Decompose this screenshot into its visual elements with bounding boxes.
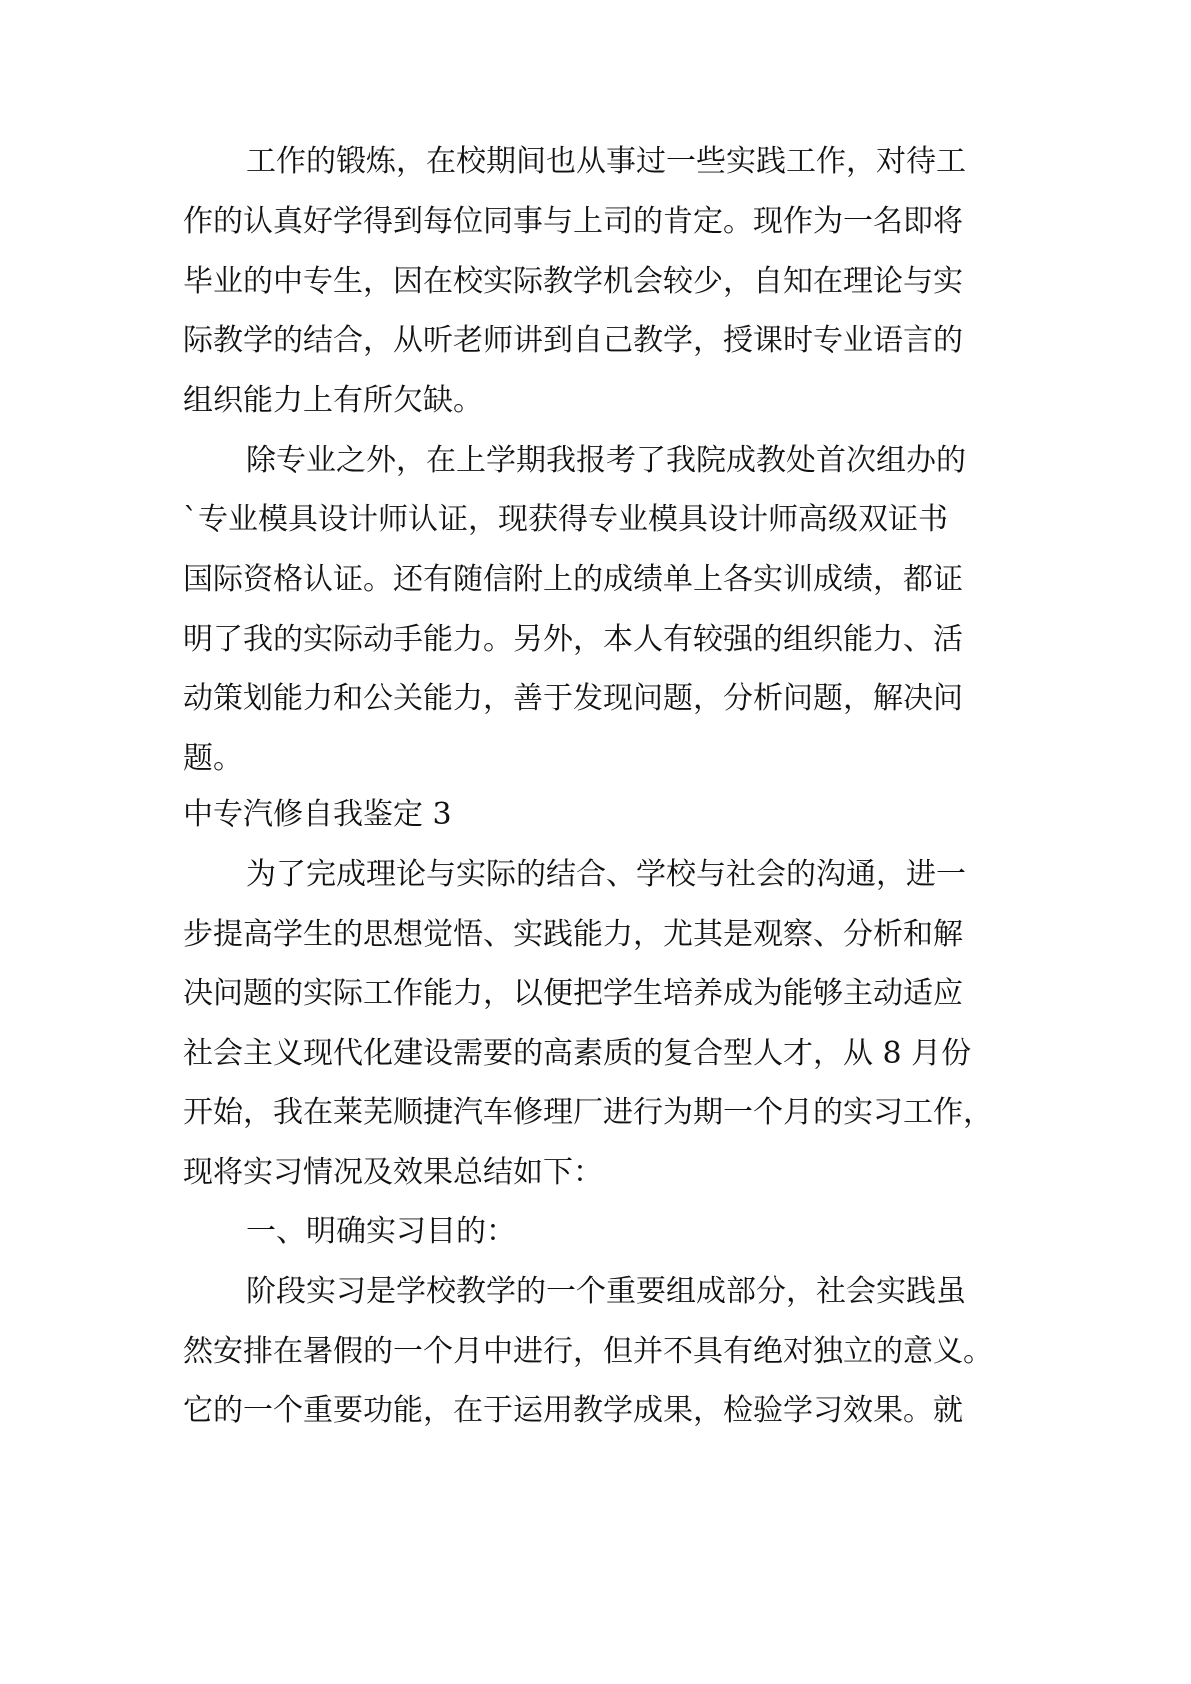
paragraph-line: 题。	[183, 741, 243, 776]
paragraph-line: 际教学的结合，从听老师讲到自己教学，授课时专业语言的	[183, 323, 963, 358]
paragraph-line: 国际资格认证。还有随信附上的成绩单上各实训成绩，都证	[183, 562, 963, 597]
paragraph-line: 除专业之外，在上学期我报考了我院成教处首次组办的	[246, 443, 966, 478]
paragraph-line: `专业模具设计师认证，现获得专业模具设计师高级双证书	[183, 502, 948, 537]
paragraph-line: 它的一个重要功能，在于运用教学成果，检验学习效果。就	[183, 1393, 963, 1428]
paragraph-line: 现将实习情况及效果总结如下：	[183, 1155, 603, 1190]
section-heading: 中专汽修自我鉴定 3	[183, 797, 452, 832]
paragraph-line: 阶段实习是学校教学的一个重要组成部分，社会实践虽	[246, 1274, 966, 1309]
paragraph-line: 毕业的中专生，因在校实际教学机会较少，自知在理论与实	[183, 264, 963, 299]
paragraph-line: 社会主义现代化建设需要的高素质的复合型人才，从 8 月份	[183, 1036, 972, 1071]
paragraph-line: 然安排在暑假的一个月中进行，但并不具有绝对独立的意义。	[183, 1334, 993, 1369]
paragraph-line: 组织能力上有所欠缺。	[183, 383, 483, 418]
subheading-line: 一、明确实习目的：	[246, 1214, 516, 1249]
paragraph-line: 动策划能力和公关能力，善于发现问题，分析问题，解决问	[183, 681, 963, 716]
paragraph-line: 作的认真好学得到每位同事与上司的肯定。现作为一名即将	[183, 204, 963, 239]
paragraph-line: 步提高学生的思想觉悟、实践能力，尤其是观察、分析和解	[183, 917, 963, 952]
paragraph-line: 开始，我在莱芜顺捷汽车修理厂进行为期一个月的实习工作，	[183, 1095, 993, 1130]
paragraph-line: 为了完成理论与实际的结合、学校与社会的沟通，进一	[246, 857, 966, 892]
paragraph-line: 工作的锻炼，在校期间也从事过一些实践工作，对待工	[246, 144, 966, 179]
paragraph-line: 决问题的实际工作能力，以便把学生培养成为能够主动适应	[183, 976, 963, 1011]
paragraph-line: 明了我的实际动手能力。另外，本人有较强的组织能力、活	[183, 622, 963, 657]
